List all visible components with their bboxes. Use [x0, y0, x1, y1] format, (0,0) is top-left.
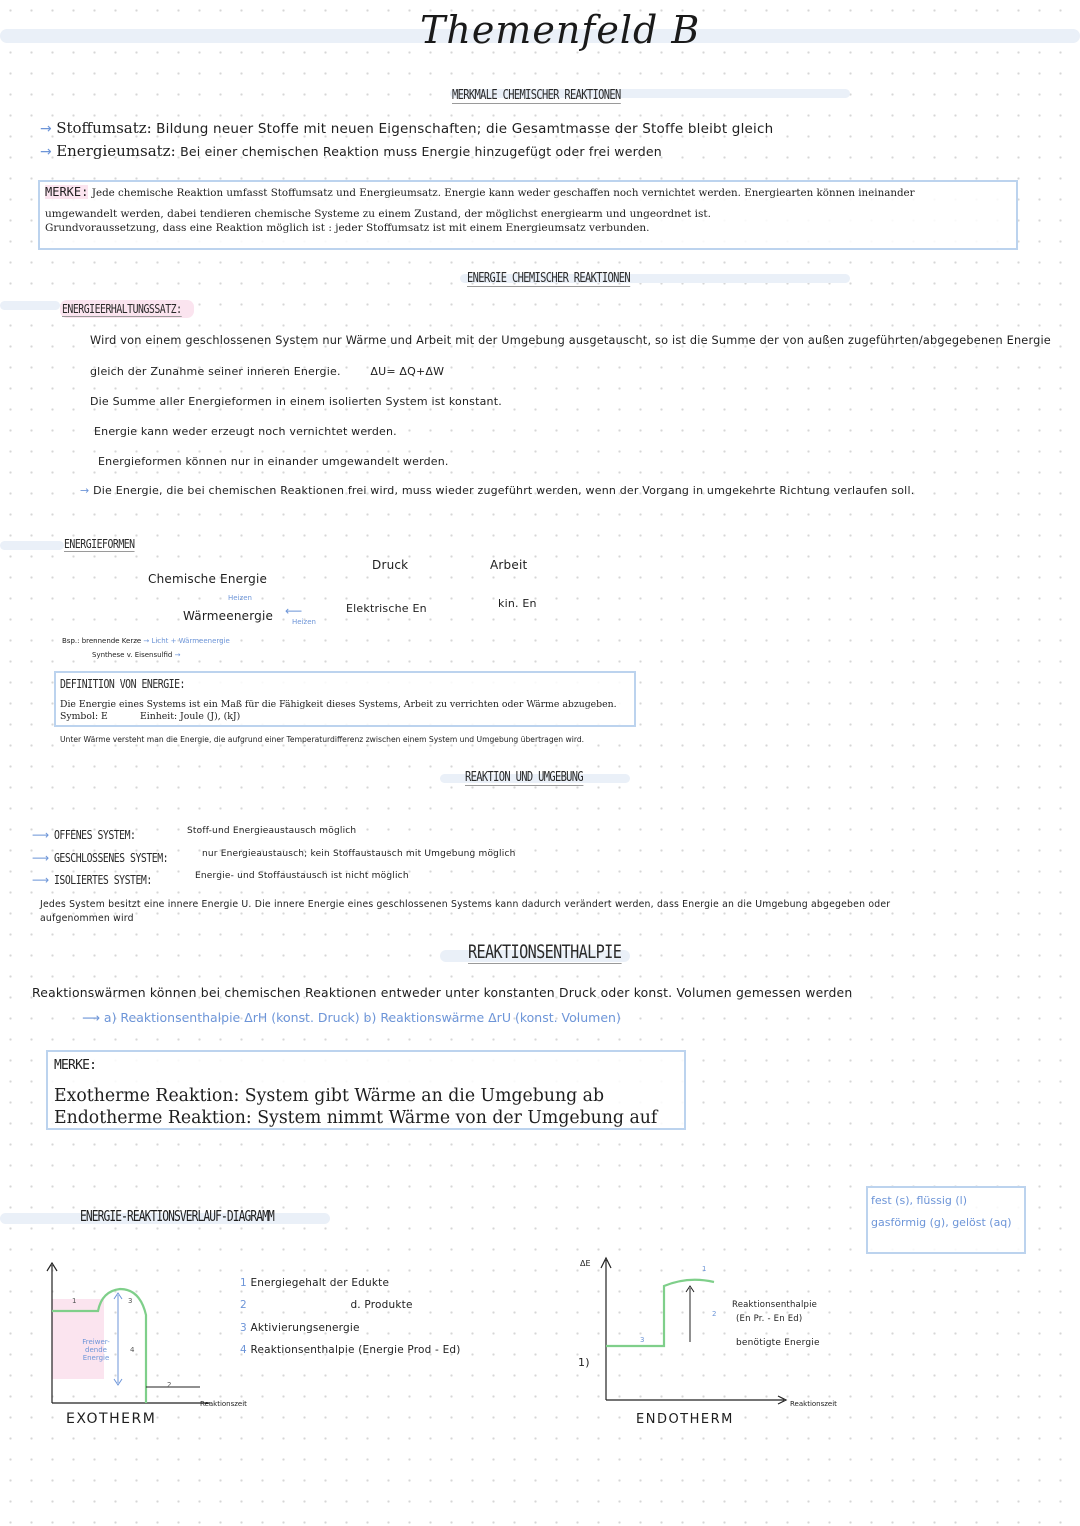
system-row-geschlossen [32, 847, 516, 866]
subheading-energieerhaltungssatz: ENERGIEERHALTUNGSSATZ: [62, 302, 182, 316]
merke-line: Jede chemische Reaktion umfasst Stoffumsatz und Energieumsatz. Energie kann weder geschaffen noch vernichtet werden. Energiearten können ineinander [91, 187, 915, 199]
legend-text: Energiegehalt der Edukte [250, 1277, 390, 1289]
chemische-energie-label: Chemische Energie [148, 572, 268, 586]
merke-label: MERKE: [54, 1058, 97, 1073]
elektrische-energie-label: Elektrische En [346, 602, 427, 615]
section-heading-energie: ENERGIE CHEMISCHER REAKTIONEN [467, 271, 631, 286]
merke-text-line1 [45, 185, 915, 199]
system-row-offen [32, 824, 357, 843]
legend-item-2 [240, 1299, 413, 1311]
legend-text: Aktivierungsenergie [250, 1322, 360, 1334]
heizen-label: Heizen [292, 618, 316, 626]
merke-box-2 [46, 1050, 686, 1130]
innere-energie-text: Jedes System besitzt eine innere Energie U. Die innere Energie eines geschlossenen Systems kann dadurch verändert werden, dass Energie an die Umgebung abgegeben oder [40, 899, 891, 910]
diagram-marker: 1 [702, 1265, 707, 1273]
waerme-definition: Unter Wärme versteht man die Energie, die aufgrund einer Temperaturdifferenz zwischen einem System und Umgebung übertragen wird. [60, 735, 585, 744]
diagram-marker: 4 [130, 1346, 135, 1354]
definition-heading: DEFINITION VON ENERGIE: [60, 677, 185, 691]
energie-text: Die Energie, die bei chemischen Reaktionen frei wird, muss wieder zugeführt werden, wenn der Vorgang in umgekehrte Richtung verlaufen soll. [93, 484, 915, 497]
merke-line: umgewandelt werden, dabei tendieren chemische Systeme zu einem Zustand, der möglichst energiearm und ungeordnet ist. [45, 208, 711, 220]
endotherm-note: (En Pr. - En Ed) [736, 1314, 803, 1324]
beispiel-line [92, 651, 181, 659]
aggregat-box [866, 1186, 1026, 1254]
merke-box-1 [38, 180, 1018, 250]
section-heading-merkmale: MERKMALE CHEMISCHER REAKTIONEN [452, 88, 621, 103]
system-label: GESCHLOSSENES SYSTEM: [54, 851, 169, 865]
legend-number: 4 [240, 1344, 247, 1356]
arrow-right-icon: ⟶ [82, 1010, 100, 1025]
diagram-marker: 1) [578, 1356, 590, 1369]
heizen-label: Heizen [228, 594, 252, 602]
arrow-right-icon: → [80, 484, 90, 497]
arrow-left-icon: ⟵ [285, 604, 303, 618]
energieumsatz-label: Energieumsatz: [56, 142, 176, 160]
energieumsatz-line [40, 142, 662, 160]
stoffumsatz-line [40, 119, 773, 137]
legend-number: 2 [240, 1299, 247, 1311]
legend-text: Reaktionsenthalpie (Energie Prod - Ed) [250, 1344, 461, 1356]
system-text: nur Energieaustausch; kein Stoffaustausch mit Umgebung möglich [202, 849, 516, 859]
legend-number: 3 [240, 1322, 247, 1334]
merke-label: MERKE: [45, 185, 89, 199]
definition-symbol: Symbol: E [60, 711, 108, 722]
energie-text: gleich der Zunahme seiner inneren Energie. [90, 365, 341, 378]
definition-text: Die Energie eines Systems ist ein Maß für die Fähigkeit dieses Systems, Arbeit zu verrichten oder Wärme abzugeben. [60, 699, 617, 710]
endotherm-note: Reaktionsenthalpie [732, 1300, 818, 1310]
energie-text-line: Die Summe aller Energieformen in einem isolierten System ist konstant. [90, 395, 502, 408]
y-axis-label: ΔE [580, 1259, 591, 1268]
diagram-marker: 2 [167, 1381, 172, 1389]
aggregat-text: fest (s), flüssig (l) [871, 1194, 968, 1207]
beispiel-text: Bsp.: brennende Kerze [62, 637, 142, 645]
stoffumsatz-label: Stoffumsatz: [56, 119, 152, 137]
merke-endotherm: Endotherme Reaktion: System nimmt Wärme von der Umgebung auf [54, 1108, 658, 1128]
arbeit-label: Arbeit [490, 558, 528, 572]
enthalpie-text: Reaktionswärmen können bei chemischen Reaktionen entweder unter konstanten Druck oder konst. Volumen gemessen werden [32, 985, 853, 1000]
legend-text: d. Produkte [350, 1299, 413, 1311]
innere-energie-text: aufgenommen wird [40, 913, 134, 924]
energie-text-line [80, 484, 914, 497]
definition-box [54, 671, 636, 727]
diagram-marker: 3 [128, 1297, 133, 1305]
section-heading-enthalpie: REAKTIONSENTHALPIE [468, 941, 622, 963]
system-label: ISOLIERTES SYSTEM: [54, 873, 153, 887]
legend-number: 1 [240, 1277, 247, 1289]
arrow-right-icon: ⟶ [32, 828, 50, 842]
definition-einheit: Einheit: Joule (J), (kJ) [140, 711, 241, 722]
endotherm-note: benötigte Energie [736, 1338, 820, 1348]
diagram-marker: 3 [640, 1336, 645, 1344]
formula: ΔU= ΔQ+ΔW [370, 365, 445, 378]
exotherm-diagram [40, 1255, 220, 1425]
enthalpie-subline [82, 1010, 621, 1025]
exotherm-label: EXOTHERM [66, 1411, 157, 1427]
energieumsatz-text: Bei einer chemischen Reaktion muss Energie hinzugefügt oder frei werden [180, 144, 662, 159]
arrow-right-icon: ⟶ [32, 851, 50, 865]
legend-item-4 [240, 1344, 461, 1356]
system-text: Stoff-und Energieaustausch möglich [187, 826, 357, 836]
highlight-band [0, 541, 64, 550]
highlight-band [0, 301, 60, 310]
legend-item-3 [240, 1322, 360, 1334]
diagram-marker: 2 [712, 1310, 717, 1318]
enthalpie-text-blue: a) Reaktionsenthalpie ΔrH (konst. Druck) b) Reaktionswärme ΔrU (konst. Volumen) [103, 1010, 621, 1025]
arrow-right-icon: → [40, 144, 52, 160]
x-axis-label: Reaktionszeit [790, 1400, 837, 1408]
beispiel-line [62, 637, 230, 645]
stoffumsatz-text: Bildung neuer Stoffe mit neuen Eigenschaften; die Gesamtmasse der Stoffe bleibt gleich [156, 121, 774, 137]
beispiel-text-blue: → Licht + Wärmeenergie [143, 637, 230, 645]
druck-label: Druck [372, 558, 409, 572]
energie-text-line: Energieformen können nur in einander umgewandelt werden. [98, 455, 449, 468]
energy-curve [606, 1280, 717, 1346]
diagram-marker: 1 [72, 1297, 77, 1305]
section-heading-umgebung: REAKTION UND UMGEBUNG [465, 770, 584, 785]
endotherm-label: ENDOTHERM [636, 1412, 734, 1427]
freiwerdende-energie-label: Freiwer-dende Energie [82, 1338, 110, 1362]
system-row-isoliert [32, 869, 409, 888]
energie-text-line: Energie kann weder erzeugt noch vernichtet werden. [94, 425, 397, 438]
arrow-right-icon: → [40, 121, 52, 137]
energie-text-line: Wird von einem geschlossenen System nur Wärme und Arbeit mit der Umgebung ausgetauscht, so ist die Summe der von außen zugeführten/abgegebenen Energie [90, 334, 1051, 347]
kinetische-energie-label: kin. En [498, 597, 537, 610]
system-text: Energie- und Stoffaustausch ist nicht möglich [195, 871, 409, 881]
arrow-right-icon: → [174, 651, 181, 659]
x-axis-label: Reaktionszeit [200, 1400, 247, 1408]
merke-exotherm: Exotherme Reaktion: System gibt Wärme an die Umgebung ab [54, 1086, 605, 1106]
beispiel-text: Synthese v. Eisensulfid [92, 651, 173, 659]
legend-item-1 [240, 1277, 389, 1289]
merke-line: Grundvoraussetzung, dass eine Reaktion möglich ist : jeder Stoffumsatz ist mit einem Energieumsatz verbunden. [45, 222, 650, 234]
page-title: Themenfeld B [420, 8, 701, 52]
system-label: OFFENES SYSTEM: [54, 828, 136, 842]
subheading-energieformen: ENERGIEFORMEN [64, 537, 135, 551]
arrow-right-icon: ⟶ [32, 873, 50, 887]
endotherm-diagram [596, 1250, 796, 1410]
aggregat-text: gasförmig (g), gelöst (aq) [871, 1216, 1012, 1229]
section-heading-diagramm: ENERGIE-REAKTIONSVERLAUF-DIAGRAMM [80, 1207, 274, 1225]
waermeenergie-label: Wärmeenergie [183, 609, 274, 623]
energie-text-line [90, 365, 444, 378]
